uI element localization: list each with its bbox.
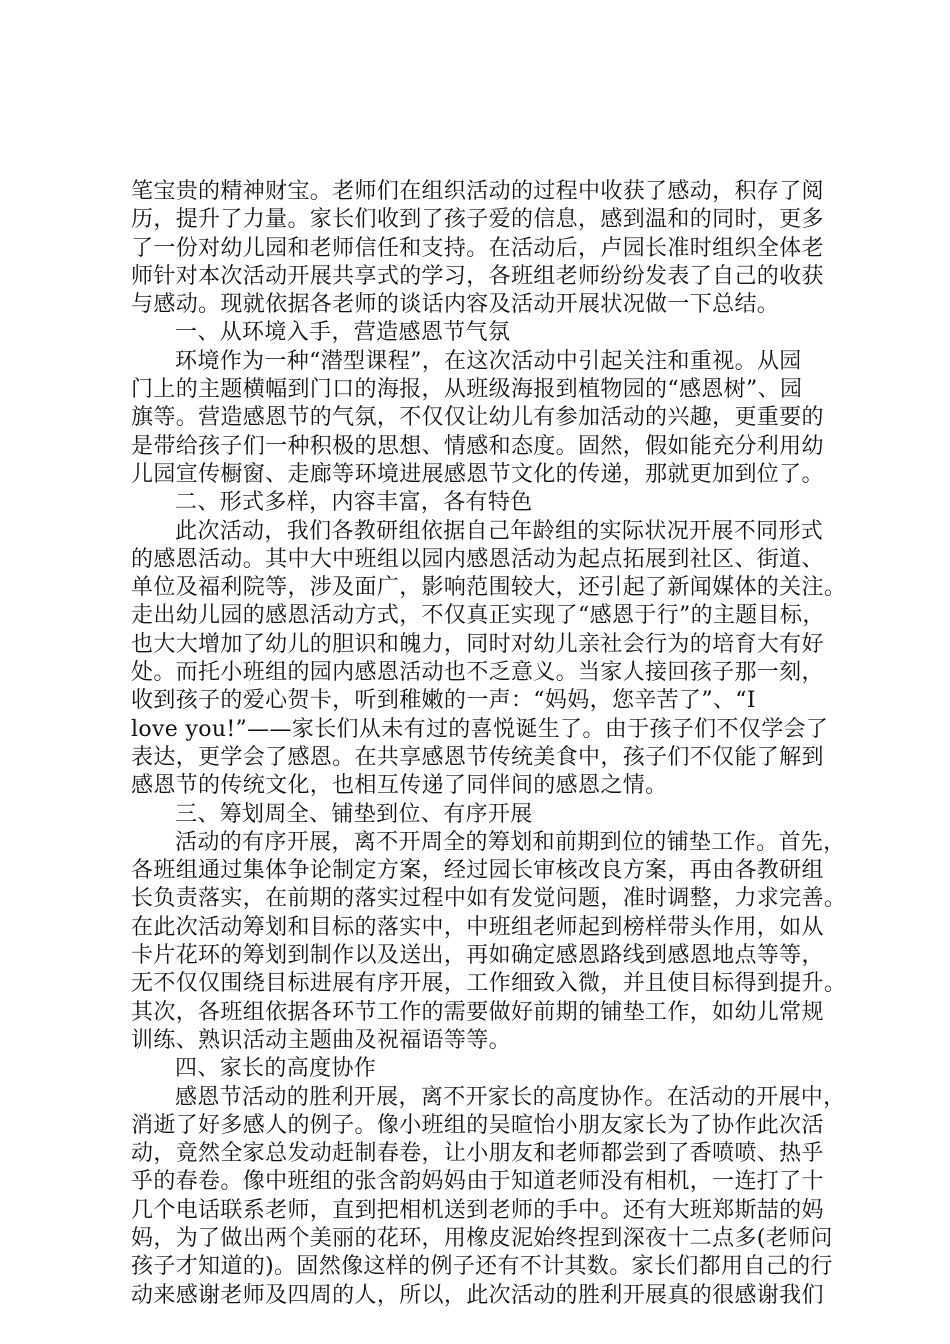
paragraph-line: 表达，更学会了感恩。在共享感恩节传统美食中，孩子们不仅能了解到 bbox=[131, 744, 824, 770]
paragraph-line: 与感动。现就依据各老师的谈话内容及活动开展状况做一下总结。 bbox=[131, 292, 780, 318]
paragraph-line: 了一份对幼儿园和老师信任和支持。在活动后，卢园长准时组织全体老 bbox=[131, 235, 824, 261]
paragraph-line: 历，提升了力量。家长们收到了孩子爱的信息，感到温和的同时，更多 bbox=[131, 207, 824, 233]
paragraph-line: 儿园宣传橱窗、走廊等环境进展感恩节文化的传递，那就更加到位了。 bbox=[131, 461, 824, 487]
paragraph-line: 走出幼儿园的感恩活动方式，不仅真正实现了“感恩于行”的主题目标， bbox=[131, 603, 825, 629]
paragraph-line: 长负责落实，在前期的落实过程中如有发觉问题，准时调整，力求完善。 bbox=[131, 886, 847, 912]
paragraph-line: 乎的春卷。像中班组的张含韵妈妈由于知道老师没有相机，一连打了十 bbox=[131, 1169, 824, 1195]
paragraph-line: 卡片花环的筹划到制作以及送出，再如确定感恩路线到感恩地点等等， bbox=[131, 943, 824, 969]
paragraph-line: 也大大增加了幼儿的胆识和魄力，同时对幼儿亲社会行为的培育大有好 bbox=[131, 631, 824, 657]
paragraph-line: 门上的主题横幅到门口的海报，从班级海报到植物园的“感恩树”、园 bbox=[131, 377, 803, 403]
paragraph-line: 是带给孩子们一种积极的思想、情感和态度。固然，假如能充分利用幼 bbox=[131, 433, 824, 459]
paragraph-line: 在此次活动筹划和目标的落实中，中班组老师起到榜样带头作用，如从 bbox=[131, 914, 824, 940]
paragraph-line: 无不仅仅围绕目标进展有序开展，工作细致入微，并且使目标得到提升。 bbox=[131, 971, 847, 997]
paragraph-line-indented: 活动的有序开展，离不开周全的筹划和前期到位的铺垫工作。首先， bbox=[175, 829, 846, 855]
paragraph-line-indented: 三、筹划周全、铺垫到位、有序开展 bbox=[175, 801, 533, 827]
paragraph-line-indented: 感恩节活动的胜利开展，离不开家长的高度协作。在活动的开展中， bbox=[175, 1084, 846, 1110]
paragraph-line-indented: 四、家长的高度协作 bbox=[175, 1056, 377, 1082]
paragraph-line-indented: 二、形式多样，内容丰富，各有特色 bbox=[175, 490, 533, 516]
paragraph-line: 动来感谢老师及四周的人，所以，此次活动的胜利开展真的很感谢我们 bbox=[131, 1282, 824, 1308]
paragraph-line: 动，竟然全家总发动赶制春卷，让小朋友和老师都尝到了香喷喷、热乎 bbox=[131, 1141, 824, 1167]
paragraph-line: love you!”——家长们从未有过的喜悦诞生了。由于孩子们不仅学会了 bbox=[131, 716, 829, 742]
paragraph-line: 几个电话联系老师，直到把相机送到老师的手中。还有大班郑斯喆的妈 bbox=[131, 1197, 824, 1223]
paragraph-line: 其次，各班组依据各环节工作的需要做好前期的铺垫工作，如幼儿常规 bbox=[131, 999, 824, 1025]
paragraph-line-indented: 一、从环境入手，营造感恩节气氛 bbox=[175, 320, 511, 346]
paragraph-line: 消逝了好多感人的例子。像小班组的吴暄怡小朋友家长为了协作此次活 bbox=[131, 1112, 824, 1138]
paragraph-line: 妈，为了做出两个美丽的花环，用橡皮泥始终捏到深夜十二点多(老师问 bbox=[131, 1225, 833, 1251]
paragraph-line: 笔宝贵的精神财宝。老师们在组织活动的过程中收获了感动，积存了阅 bbox=[131, 179, 824, 204]
paragraph-line-indented: 环境作为一种“潜型课程”，在这次活动中引起关注和重视。从园 bbox=[175, 348, 802, 374]
paragraph-line: 孩子才知道的)。固然像这样的例子还有不计其数。家长们都用自己的行 bbox=[131, 1254, 833, 1280]
paragraph-line: 师针对本次活动开展共享式的学习，各班组老师纷纷发表了自己的收获 bbox=[131, 263, 824, 289]
document-body bbox=[131, 178, 847, 1310]
paragraph-line: 旗等。营造感恩节的气氛，不仅仅让幼儿有参加活动的兴趣，更重要的 bbox=[131, 405, 824, 431]
paragraph-line: 感恩节的传统文化，也相互传递了同伴间的感恩之情。 bbox=[131, 773, 668, 799]
paragraph-line: 各班组通过集体争论制定方案，经过园长审核改良方案，再由各教研组 bbox=[131, 858, 824, 884]
paragraph-line: 训练、熟识活动主题曲及祝福语等等。 bbox=[131, 1027, 511, 1053]
paragraph-line: 单位及福利院等，涉及面广，影响范围较大，还引起了新闻媒体的关注。 bbox=[131, 575, 847, 601]
paragraph-line: 的感恩活动。其中大中班组以园内感恩活动为起点拓展到社区、街道、 bbox=[131, 546, 824, 572]
paragraph-line: 收到孩子的爱心贺卡，听到稚嫩的一声：“妈妈，您辛苦了”、“I bbox=[131, 688, 756, 714]
paragraph-line-indented: 此次活动，我们各教研组依据自己年龄组的实际状况开展不同形式 bbox=[175, 518, 824, 544]
paragraph-line: 处。而托小班组的园内感恩活动也不乏意义。当家人接回孩子那一刻， bbox=[131, 660, 824, 686]
